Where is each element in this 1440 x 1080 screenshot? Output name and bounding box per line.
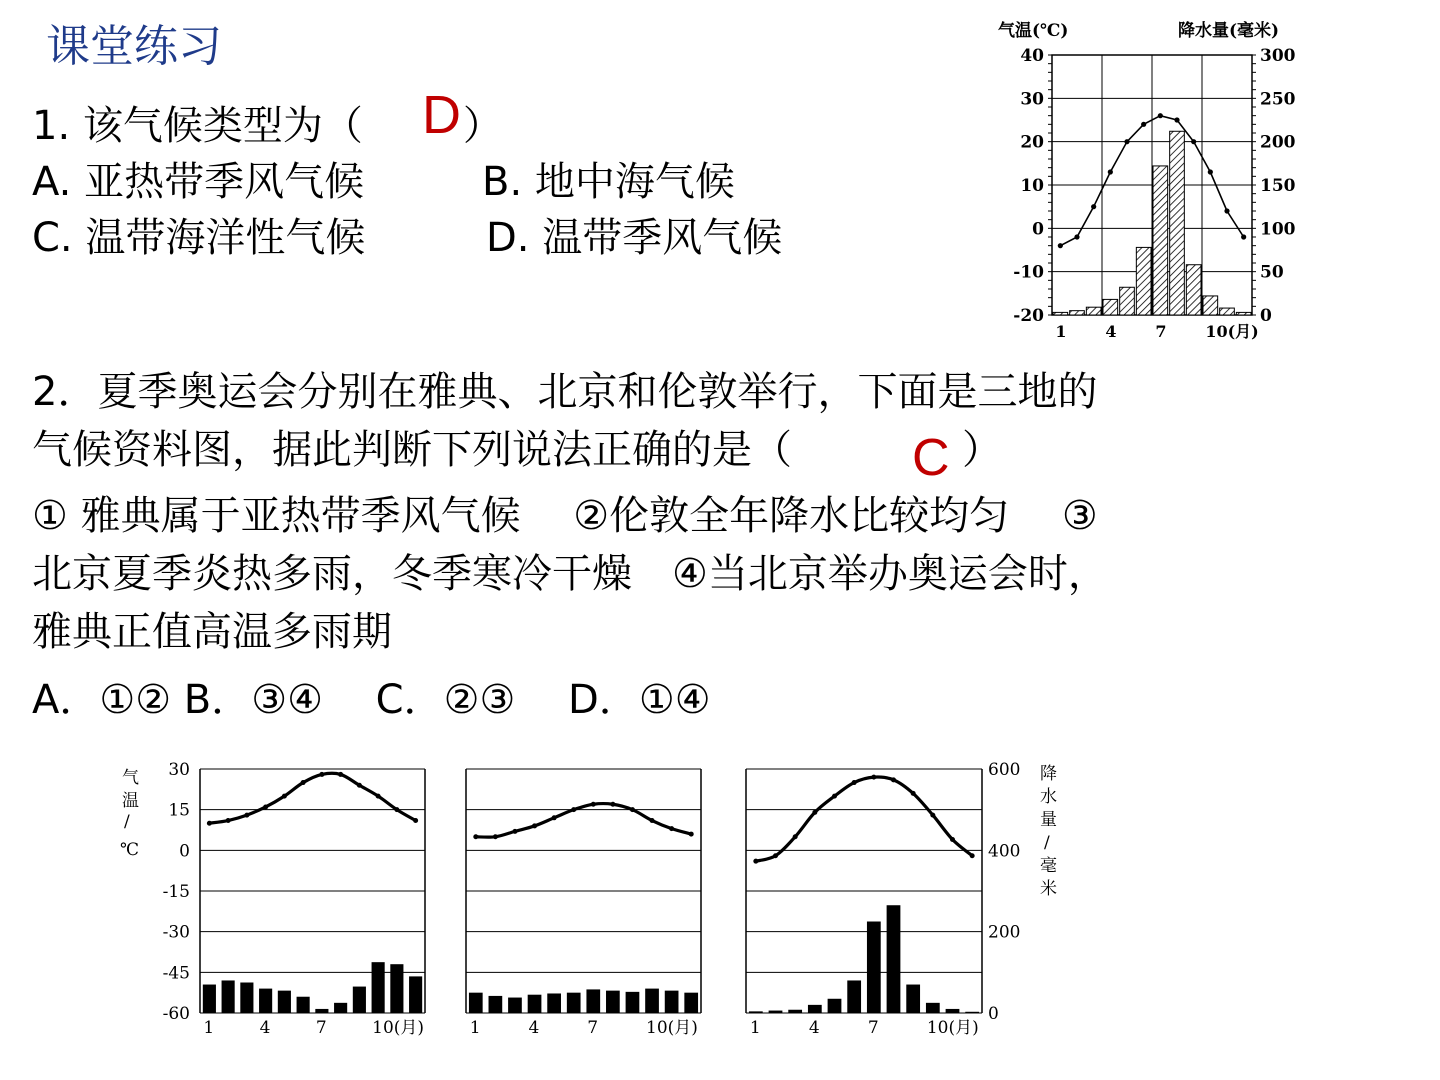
bottom-chart-precip-bar: [203, 985, 216, 1013]
bottom-chart-temp-point: [207, 821, 212, 826]
chart1-right-tick-label: 150: [1260, 176, 1296, 196]
bottom-chart-temp-point: [891, 777, 896, 782]
bottom-chart-temp-line: [209, 773, 415, 823]
chart1-x-tick-label: 4: [1105, 322, 1117, 341]
chart1-temp-point: [1241, 234, 1246, 239]
bottom-left-axis-label-1: 气: [122, 768, 139, 788]
bottom-chart-temp-point: [301, 780, 306, 785]
bottom-chart-x-tick-label: 7: [867, 1018, 879, 1038]
bottom-chart-temp-point: [376, 794, 381, 799]
chart1-left-tick-label: 30: [1020, 89, 1044, 110]
bottom-chart-precip-bar: [828, 999, 842, 1013]
bottom-chart-temp-point: [282, 794, 287, 799]
q1-answer: D: [422, 85, 461, 145]
chart1-right-tick-label: 50: [1260, 262, 1284, 283]
bottom-chart-precip-bar: [259, 989, 272, 1013]
bottom-chart-x-tick-label: 7: [315, 1018, 327, 1038]
q2-line-4: 北京夏季炎热多雨，冬季寒冷干燥 ④当北京举办奥运会时，: [32, 551, 1108, 597]
bottom-chart-precip-bar: [409, 976, 422, 1013]
q1-close-paren: ）: [462, 103, 503, 149]
q1-option-a: A. 亚热带季风气候: [32, 159, 365, 205]
q2-choices: A．①② B．③④ C．②③ D．①④: [32, 677, 711, 723]
bottom-chart-precip-bar: [469, 993, 483, 1013]
chart1-temp-point: [1074, 234, 1079, 239]
bottom-chart-temp-point: [338, 772, 343, 777]
chart1-left-tick-label: -20: [1013, 306, 1044, 326]
chart1-temp-point: [1091, 204, 1096, 209]
bottom-chart-precip-bar: [567, 993, 581, 1013]
chart1-right-tick-label: 200: [1260, 132, 1296, 153]
chart1-temp-point: [1124, 139, 1129, 144]
chart1-temp-point: [1141, 122, 1146, 127]
bottom-chart-precip-bar: [508, 998, 522, 1013]
bottom-chart-x-tick-label: 4: [259, 1018, 271, 1038]
bottom-chart-precip-bar: [606, 991, 620, 1013]
bottom-chart-precip-bar: [547, 993, 561, 1013]
bottom-chart-precip-bar: [626, 992, 640, 1013]
bottom-chart-precip-bar: [240, 983, 253, 1014]
bottom-right-axis-label-1: 降: [1040, 764, 1057, 784]
chart1-temp-point: [1208, 169, 1213, 174]
bottom-chart-precip-bar: [946, 1009, 960, 1013]
bottom-chart-temp-point: [773, 853, 778, 858]
q2-line-3: ① 雅典属于亚热带季风气候 ②伦敦全年降水比较均匀 ③: [32, 493, 1098, 539]
q1-option-d: D. 温带季风气候: [486, 215, 783, 261]
bottom-right-axis-label-4: /: [1044, 833, 1050, 853]
chart1-temp-point: [1158, 113, 1163, 118]
bottom-chart-x-tick-label: 10(月): [646, 1018, 698, 1038]
bottom-chart-precip-bar: [390, 964, 403, 1013]
chart1-precip-bar: [1203, 296, 1218, 315]
bottom-chart-temp-point: [812, 810, 817, 815]
bottom-chart-temp-point: [413, 818, 418, 823]
q2-line-2-text: 气候资料图，据此判断下列说法正确的是（: [32, 427, 792, 473]
bottom-chart-precip-bar: [353, 987, 366, 1013]
bottom-chart-temp-point: [532, 823, 537, 828]
q2-answer: C: [912, 429, 950, 487]
q2-line-5: 雅典正值高温多雨期: [32, 609, 392, 655]
bottom-chart-precip-bar: [222, 980, 235, 1013]
bottom-chart-temp-point: [650, 818, 655, 823]
chart1-temp-point: [1191, 139, 1196, 144]
chart1-temp-point: [1224, 208, 1229, 213]
bottom-chart-precip-bar: [586, 989, 600, 1013]
bottom-chart-left-tick-label: 30: [168, 760, 190, 780]
chart1-temp-point: [1058, 243, 1063, 248]
chart1-temp-point: [1174, 117, 1179, 122]
bottom-chart-temp-point: [244, 813, 249, 818]
bottom-chart-x-tick-label: 1: [469, 1018, 481, 1038]
bottom-chart-temp-point: [263, 804, 268, 809]
bottom-chart-temp-point: [512, 829, 517, 834]
chart1-precip-bar: [1070, 311, 1085, 315]
chart1-precip-bar: [1103, 299, 1118, 315]
chart1-precip-bar: [1236, 312, 1251, 315]
chart1-precip-bar: [1136, 247, 1151, 315]
chart1-right-tick-label: 250: [1260, 89, 1296, 110]
chart1-precip-bar: [1153, 166, 1168, 315]
bottom-chart-temp-point: [669, 826, 674, 831]
bottom-chart-left-tick-label: -30: [162, 922, 190, 943]
bottom-right-axis-label-3: 量: [1040, 810, 1057, 830]
chart1-right-tick-label: 300: [1260, 46, 1296, 66]
bottom-chart-precip-bar: [847, 980, 861, 1013]
bottom-chart-precip-bar: [297, 997, 310, 1013]
chart1-precip-bar: [1053, 312, 1068, 315]
bottom-chart-precip-bar: [278, 991, 291, 1013]
bottom-chart-precip-bar: [528, 995, 542, 1013]
bottom-chart-temp-point: [871, 775, 876, 780]
bottom-chart-precip-bar: [372, 962, 385, 1013]
bottom-chart-temp-point: [630, 807, 635, 812]
bottom-chart-left-tick-label: -45: [162, 963, 190, 984]
bottom-chart-temp-point: [950, 837, 955, 842]
bottom-chart-x-tick-label: 7: [587, 1018, 599, 1038]
q2-close-paren: ）: [962, 427, 1002, 473]
chart1-left-tick-label: -10: [1013, 262, 1044, 283]
q1-stem-text: 1. 该气候类型为（: [32, 103, 363, 149]
bottom-chart-precip-bar: [769, 1011, 783, 1013]
bottom-chart-temp-point: [911, 791, 916, 796]
chart1-right-tick-label: 0: [1260, 306, 1272, 326]
chart1-x-tick-label: 10(月): [1205, 322, 1259, 341]
bottom-chart-temp-point: [591, 802, 596, 807]
bottom-chart-x-tick-label: 1: [749, 1018, 761, 1038]
q2-line-2: [32, 424, 1002, 476]
bottom-chart-precip-bar: [788, 1010, 802, 1013]
bottom-chart-precip-bar: [334, 1003, 347, 1013]
chart1-left-tick-label: 0: [1032, 219, 1044, 240]
bottom-chart-right-tick-label: 200: [988, 922, 1021, 943]
bottom-chart-temp-point: [852, 780, 857, 785]
chart1-precip-bar: [1120, 287, 1135, 315]
bottom-chart-left-tick-label: -60: [162, 1004, 190, 1024]
chart1-precip-bar: [1220, 308, 1235, 315]
chart1-precip-bar: [1186, 265, 1201, 315]
bottom-chart-x-tick-label: 1: [203, 1018, 215, 1038]
bottom-chart-temp-point: [571, 807, 576, 812]
bottom-chart-precip-bar: [489, 996, 503, 1013]
bottom-chart-temp-point: [689, 832, 694, 837]
bottom-chart-precip-bar: [665, 991, 679, 1013]
q1-option-c: C. 温带海洋性气候: [32, 215, 366, 261]
bottom-chart-x-tick-label: 4: [528, 1018, 540, 1038]
chart1-left-tick-label: 10: [1020, 176, 1044, 196]
bottom-chart-temp-point: [930, 813, 935, 818]
bottom-left-axis-label-3: /: [124, 812, 130, 832]
climate-charts-bottom: [110, 755, 1090, 1055]
bottom-chart-precip-bar: [906, 985, 920, 1013]
bottom-chart-precip-bar: [315, 1009, 328, 1013]
bottom-chart-temp-point: [552, 815, 557, 820]
bottom-chart-right-tick-label: 400: [988, 841, 1021, 862]
q2-line-1: 2．夏季奥运会分别在雅典、北京和伦敦举行，下面是三地的: [32, 369, 1098, 415]
bottom-chart-temp-point: [319, 772, 324, 777]
chart1-precip-bar: [1086, 307, 1101, 315]
bottom-chart-left-tick-label: 0: [179, 841, 190, 862]
chart1-temp-point: [1108, 169, 1113, 174]
bottom-chart-temp-point: [610, 802, 615, 807]
chart1-left-tick-label: 40: [1020, 46, 1044, 66]
chart1-left-tick-label: 20: [1020, 132, 1044, 153]
bottom-right-axis-label-2: 水: [1040, 787, 1057, 807]
bottom-chart-temp-point: [357, 783, 362, 788]
bottom-chart-temp-point: [473, 834, 478, 839]
bottom-chart-precip-bar: [887, 905, 901, 1013]
q1-option-b: B. 地中海气候: [482, 159, 735, 205]
bottom-chart-x-tick-label: 10(月): [926, 1018, 979, 1038]
bottom-chart-precip-bar: [749, 1011, 763, 1013]
chart1-x-tick-label: 1: [1055, 322, 1067, 341]
bottom-chart-precip-bar: [645, 989, 659, 1013]
bottom-chart-temp-point: [226, 818, 231, 823]
bottom-chart-temp-line: [756, 777, 972, 861]
bottom-chart-temp-point: [832, 794, 837, 799]
bottom-chart-temp-point: [793, 834, 798, 839]
bottom-chart-x-tick-label: 4: [808, 1018, 820, 1038]
bottom-chart-temp-point: [493, 834, 498, 839]
bottom-chart-right-tick-label: 0: [988, 1004, 999, 1024]
slide-title: 课堂练习: [46, 21, 222, 72]
bottom-chart-precip-bar: [684, 993, 698, 1013]
bottom-right-axis-label-6: 米: [1040, 879, 1057, 899]
bottom-chart-temp-point: [970, 853, 975, 858]
climate-chart-1: [990, 10, 1330, 350]
bottom-right-axis-label-5: 毫: [1040, 856, 1057, 876]
bottom-left-axis-label-2: 温: [122, 791, 139, 811]
bottom-chart-precip-bar: [965, 1012, 979, 1013]
chart1-precip-bar: [1170, 131, 1185, 315]
bottom-chart-temp-point: [753, 859, 758, 864]
bottom-left-axis-label-4: ℃: [120, 840, 140, 860]
bottom-chart-left-tick-label: -15: [162, 882, 190, 902]
bottom-chart-precip-bar: [867, 922, 881, 1014]
bottom-chart-temp-line: [476, 804, 691, 838]
chart1-x-tick-label: 7: [1155, 322, 1167, 341]
bottom-chart-x-tick-label: 10(月): [372, 1018, 425, 1038]
chart1-right-tick-label: 100: [1260, 219, 1296, 240]
bottom-chart-precip-bar: [808, 1005, 822, 1013]
bottom-chart-precip-bar: [926, 1003, 940, 1013]
bottom-chart-temp-point: [394, 807, 399, 812]
chart1-left-axis-label: 气温(℃): [998, 21, 1069, 41]
bottom-chart-right-tick-label: 600: [988, 760, 1021, 780]
chart1-right-axis-label: 降水量(毫米): [1178, 21, 1280, 41]
bottom-chart-left-tick-label: 15: [168, 800, 190, 821]
